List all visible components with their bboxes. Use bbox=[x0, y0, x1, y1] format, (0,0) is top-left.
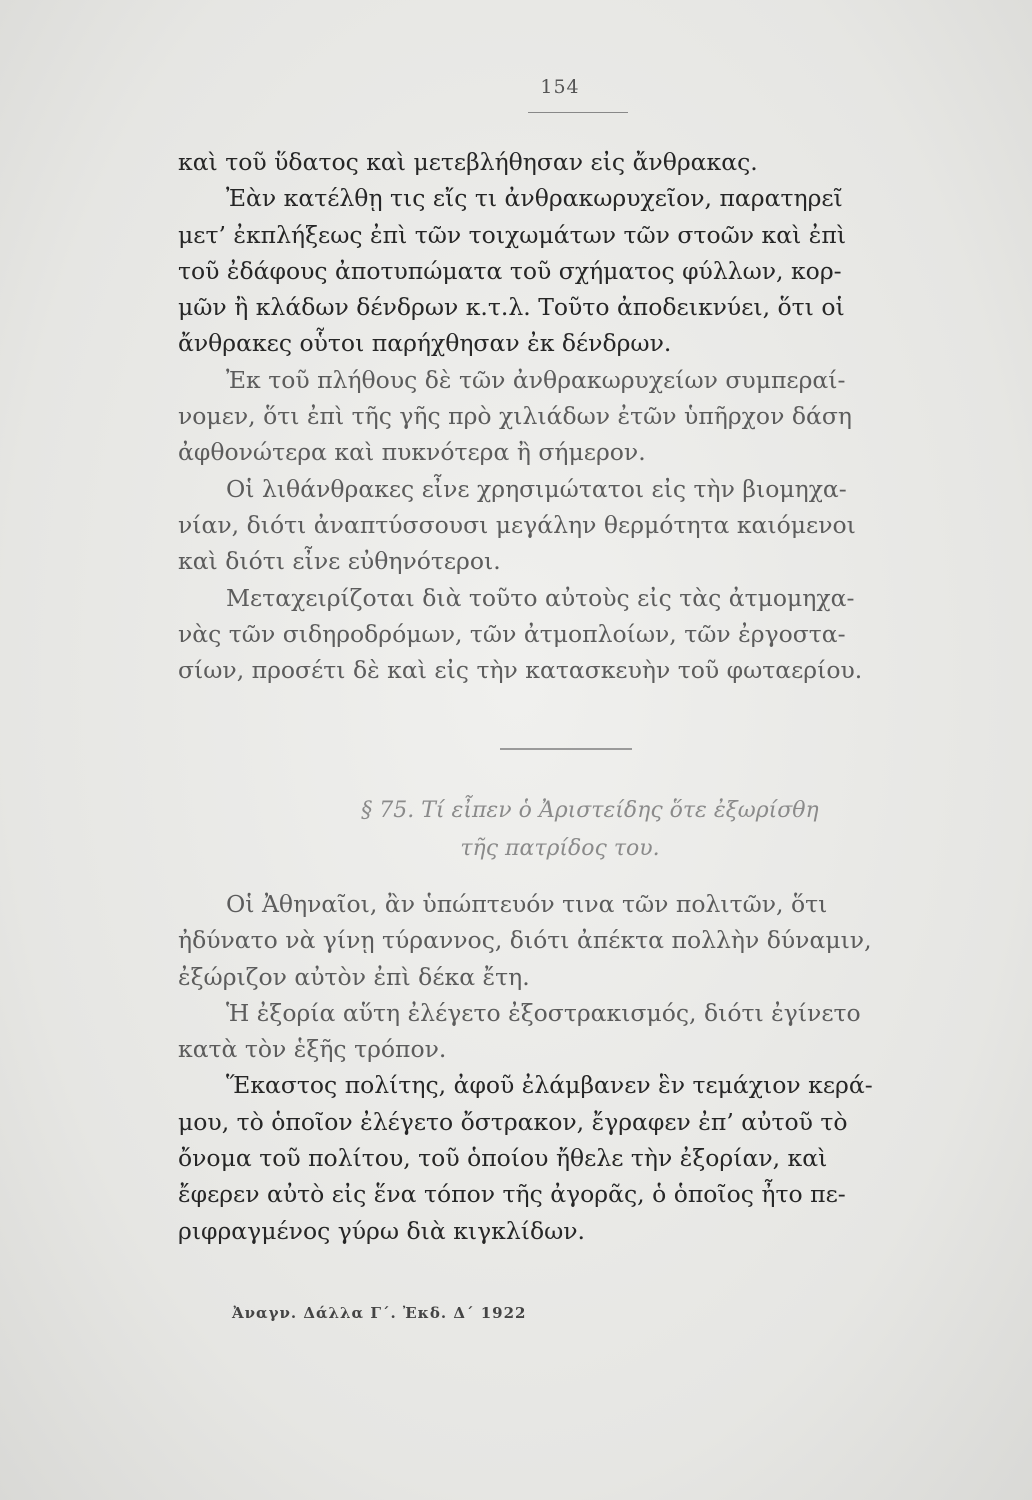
section-heading-line: τῆς πατρίδος του. bbox=[460, 836, 660, 861]
section-divider bbox=[500, 748, 632, 750]
body-text-top bbox=[178, 144, 958, 688]
text-line: ριφραγμένος γύρω διὰ κιγκλίδων. bbox=[178, 1216, 586, 1245]
paragraph bbox=[178, 144, 958, 180]
text-line: ἄνθρακες οὗτοι παρήχθησαν ἐκ δένδρων. bbox=[178, 329, 672, 358]
text-line: Οἱ λιθάνθρακες εἶνε χρησιμώτατοι εἰς τὴν βιομηχα- bbox=[226, 474, 847, 503]
page-number-rule bbox=[528, 112, 628, 113]
paragraph bbox=[178, 362, 958, 471]
text-line: Ἕκαστος πολίτης, ἀφοῦ ἐλάμβανεν ἓν τεμάχιον κερά- bbox=[226, 1071, 873, 1100]
page-number: 154 bbox=[540, 76, 580, 98]
paragraph bbox=[178, 995, 958, 1068]
paragraph bbox=[178, 886, 958, 995]
section-heading-line: § 75. Τί εἶπεν ὁ Ἀριστείδης ὅτε ἐξωρίσθη bbox=[361, 798, 819, 823]
text-line: καὶ τοῦ ὕδατος καὶ μετεβλήθησαν εἰς ἄνθρακας. bbox=[178, 148, 758, 176]
paragraph bbox=[178, 471, 958, 580]
text-line: ἀφθονώτερα καὶ πυκνότερα ἢ σήμερον. bbox=[178, 438, 646, 467]
text-line: μῶν ἢ κλάδων δένδρων κ.τ.λ. Τοῦτο ἀποδεικνύει, ὅτι οἱ bbox=[178, 293, 845, 322]
text-line: κατὰ τὸν ἑξῆς τρόπον. bbox=[178, 1035, 447, 1064]
text-line: νίαν, διότι ἀναπτύσσουσι μεγάλην θερμότητα καιόμενοι bbox=[178, 510, 856, 539]
footnote: Ἀναγν. Δάλλα Γ΄. Ἐκδ. Δ΄ 1922 bbox=[232, 1304, 527, 1322]
text-line: σίων, προσέτι δὲ καὶ εἰς τὴν κατασκευὴν τοῦ φωταερίου. bbox=[178, 656, 863, 685]
paragraph bbox=[178, 580, 958, 689]
text-line: τοῦ ἐδάφους ἀποτυπώματα τοῦ σχήματος φύλλων, κορ- bbox=[178, 256, 842, 285]
text-line: ἐξώριζον αὐτὸν ἐπὶ δέκα ἔτη. bbox=[178, 962, 530, 991]
paragraph bbox=[178, 180, 958, 361]
text-line: Ἐκ τοῦ πλήθους δὲ τῶν ἀνθρακωρυχείων συμπεραί- bbox=[226, 365, 846, 394]
text-line: Ἡ ἐξορία αὕτη ἐλέγετο ἐξοστρακισμός, διότι ἐγίνετο bbox=[226, 998, 861, 1027]
text-line: καὶ διότι εἶνε εὐθηνότεροι. bbox=[178, 547, 501, 576]
text-line: μου, τὸ ὁποῖον ἐλέγετο ὄστρακον, ἔγραφεν ἐπ’ αὐτοῦ τὸ bbox=[178, 1107, 848, 1136]
text-line: νὰς τῶν σιδηροδρόμων, τῶν ἀτμοπλοίων, τῶν ἐργοστα- bbox=[178, 619, 846, 648]
section-heading bbox=[200, 792, 980, 868]
text-line: Ἐὰν κατέλθῃ τις εἴς τι ἀνθρακωρυχεῖον, παρατηρεῖ bbox=[226, 184, 843, 213]
text-line: Οἱ Ἀθηναῖοι, ἂν ὑπώπτευόν τινα τῶν πολιτῶν, ὅτι bbox=[226, 890, 828, 918]
text-line: ὄνομα τοῦ πολίτου, τοῦ ὁποίου ἤθελε τὴν ἐξορίαν, καὶ bbox=[178, 1144, 828, 1173]
body-text-bottom bbox=[178, 886, 958, 1249]
text-line: ἔφερεν αὐτὸ εἰς ἕνα τόπον τῆς ἀγορᾶς, ὁ ὁποῖος ἦτο πε- bbox=[178, 1180, 846, 1209]
text-line: Μεταχειρίζοται διὰ τοῦτο αὐτοὺς εἰς τὰς ἀτμομηχα- bbox=[226, 583, 855, 612]
text-line: νομεν, ὅτι ἐπὶ τῆς γῆς πρὸ χιλιάδων ἐτῶν ὑπῆρχον δάση bbox=[178, 402, 852, 431]
text-line: ἠδύνατο νὰ γίνῃ τύραννος, διότι ἀπέκτα πολλὴν δύναμιν, bbox=[178, 926, 872, 955]
paragraph bbox=[178, 1067, 958, 1248]
text-line: μετ’ ἐκπλήξεως ἐπὶ τῶν τοιχωμάτων τῶν στοῶν καὶ ἐπὶ bbox=[178, 220, 847, 249]
